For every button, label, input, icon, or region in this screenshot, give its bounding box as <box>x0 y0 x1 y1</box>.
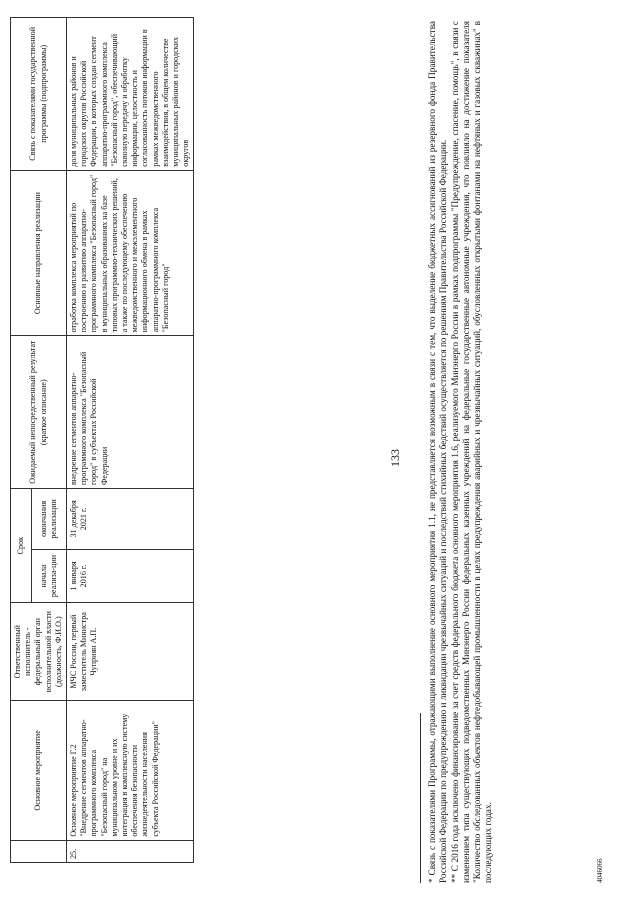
header-executor: Ответственный исполнитель - федеральный орган исполнительной власти (должность, Ф.И.О.) <box>11 603 67 701</box>
footnotes <box>420 21 495 883</box>
row-measure: Основное мероприятие Г.2 "Внедрение сегментов аппаратно-программного комплекса "Безопасный город" на муниципальном уровне и их интеграция в комплексную систему обеспечения безопасности жизнедеятельности населения субъекта Российской Федерации" <box>67 701 194 841</box>
header-link: Связь с показателями государственной программы (подпрограммы) <box>11 18 67 171</box>
measures-table <box>10 17 194 863</box>
header-start: начала реализа-ции <box>31 549 66 602</box>
row-num: 25. <box>67 840 194 862</box>
header-term: Срок <box>11 489 32 603</box>
header-num <box>11 840 67 862</box>
header-measure: Основное мероприятие <box>11 701 67 841</box>
row-executor: МЧС России, первый заместитель Министра Чуприян А.П. <box>67 603 194 701</box>
header-end: окончания реализации <box>31 489 66 550</box>
row-end: 31 декабря 2021 г. <box>67 489 194 550</box>
row-result: внедрение сегментов аппаратно-программного комплекса "Безопасный город" в субъектах Российской Федерации <box>67 336 194 489</box>
row-link: доля муниципальных районов и городских округов Российской Федерации, в которых создан сегмент аппаратно-программного комплекса "Безопасный город", обеспечивающий сквозную передачу и обработку информации, целостность и согласованность потоков информации в рамках межведомственного взаимодействия, в общем количестве муниципальных районов и городских округов <box>67 18 194 171</box>
document-code: 4046066 <box>596 858 604 883</box>
row-start: 1 января 2016 г. <box>67 549 194 602</box>
page-number: 133 <box>388 449 402 467</box>
footnote-1: * Связь с показателями Программы, отражающими выполнение основного мероприятия 1.1, не представляется возможным в связи с тем, что выделение бюджетных ассигнований из резервного фонда Правительства Российской Федерации по предупреждению и ликвидации чрезвычайных ситуаций и последствий стихийных бедствий осуществляется по решениям Правительства Российской Федерации. <box>427 21 449 883</box>
header-row <box>11 18 32 863</box>
table-row <box>67 18 194 863</box>
footnote-divider <box>420 713 421 883</box>
row-directions: отработка комплекса мероприятий по построению и развитию аппаратно-программного комплекса "Безопасный город" в муниципальных образованиях на базе типовых программно-технических решений, а также по последующему обеспечению межведомственного и межэлементного информационного обмена в рамках аппаратно-программного комплекса "Безопасный город" <box>67 170 194 336</box>
footnote-2: ** С 2016 года исключено финансирование за счет средств федерального бюджета основного мероприятия 1.6, реализуемого Минэнерго России в рамках подпрограммы "Предупреждение, спасение, помощь", в связи с изменением типа существующих подведомственных Минэнерго России федеральных казенных учреждений на федеральные государственные автономные учреждения, что повлияло на достижение показателя "Количество обследованных объектов нефтедобывающей промышленности в целях предупреждения аварийных и чрезвычайных ситуаций, обусловленных открытыми фонтанами на нефтяных и газовых скважинах" в последующих годах. <box>449 21 494 883</box>
header-result: Ожидаемый непосредственный результат (краткое описание) <box>11 336 67 489</box>
header-directions: Основные направления реализации <box>11 170 67 336</box>
